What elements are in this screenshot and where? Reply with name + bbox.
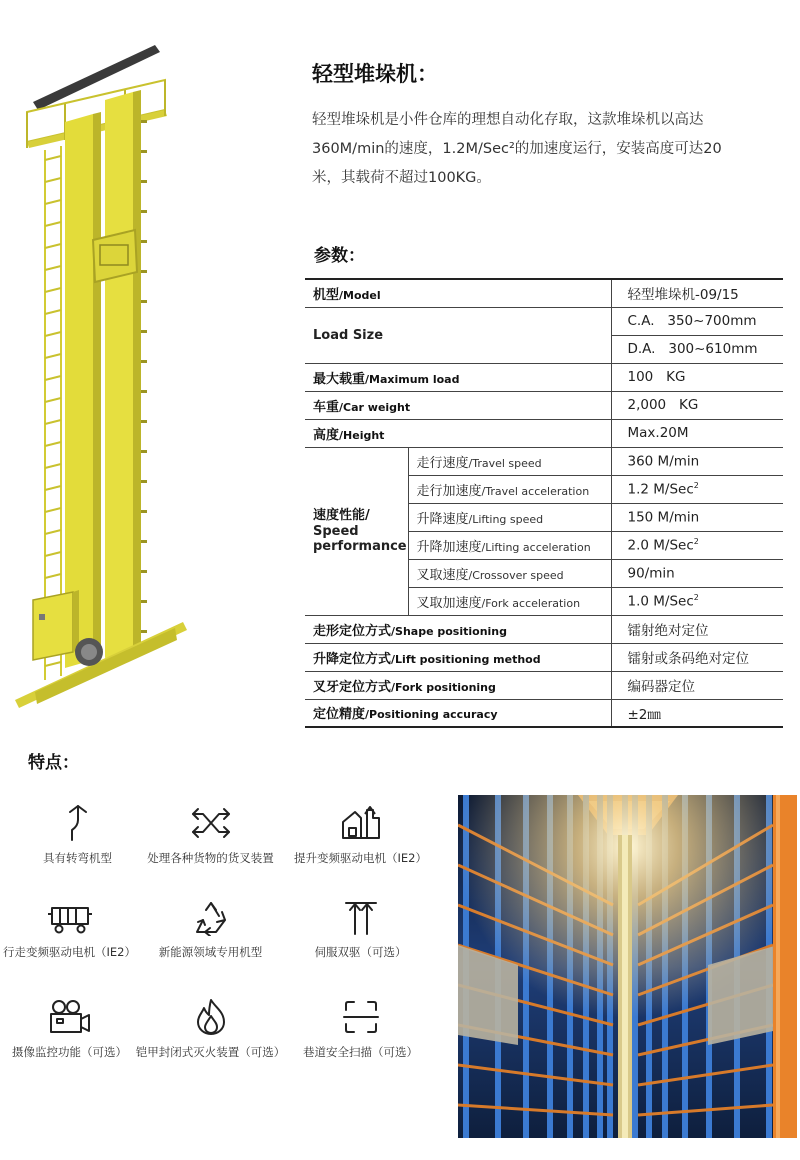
spec-label: 升降定位方式/Lift positioning method bbox=[305, 643, 611, 671]
table-row bbox=[305, 279, 783, 307]
spec-label: 叉牙定位方式/Fork positioning bbox=[305, 671, 611, 699]
feature-item bbox=[283, 900, 438, 960]
spec-label: 定位精度/Positioning accuracy bbox=[305, 699, 611, 727]
spec-value: Max.20M bbox=[611, 419, 783, 447]
intro-line: 轻型堆垛机是小件仓库的理想自动化存取，这款堆垛机以高达 bbox=[312, 112, 704, 128]
stacker-crane-image bbox=[5, 40, 295, 720]
flame-icon bbox=[192, 998, 230, 1036]
feature-label: 铠甲封闭式灭火装置（可选） bbox=[135, 1045, 286, 1059]
table-row bbox=[305, 419, 783, 447]
spec-sublabel: 走行加速度/Travel acceleration bbox=[408, 475, 611, 503]
spec-label: Load Size bbox=[305, 307, 611, 363]
params-title: 参数： bbox=[314, 246, 365, 266]
spec-value: 1.0 M/Sec$^2$ bbox=[611, 587, 783, 615]
table-row bbox=[305, 391, 783, 419]
feature-label: 提升变频驱动电机（IE2） bbox=[294, 851, 427, 865]
spec-value: 100 KG bbox=[611, 363, 783, 391]
spec-sublabel: 叉取速度/Crossover speed bbox=[408, 559, 611, 587]
warehouse-aisle-photo bbox=[458, 795, 797, 1138]
spec-value: C.A. 350~700mm bbox=[611, 307, 783, 335]
feature-label: 处理各种货物的货叉装置 bbox=[147, 851, 274, 865]
spec-label: 机型/Model bbox=[305, 279, 611, 307]
table-row bbox=[305, 643, 783, 671]
spec-sublabel: 走行速度/Travel speed bbox=[408, 447, 611, 475]
feature-label: 行走变频驱动电机（IE2） bbox=[3, 945, 136, 959]
spec-value: D.A. 300~610mm bbox=[611, 335, 783, 363]
spec-value: ±2㎜ bbox=[611, 699, 783, 727]
feature-item bbox=[0, 998, 147, 1060]
travel-cart-icon bbox=[46, 900, 94, 936]
feature-item bbox=[0, 804, 155, 866]
feature-label: 伺服双驱（可选） bbox=[314, 945, 407, 959]
table-row bbox=[305, 671, 783, 699]
spec-value: 2.0 M/Sec$^2$ bbox=[611, 531, 783, 559]
scan-icon bbox=[342, 998, 380, 1036]
feature-label: 巷道安全扫描（可选） bbox=[303, 1045, 418, 1059]
spec-sublabel: 升降速度/Lifting speed bbox=[408, 503, 611, 531]
lift-motor-icon bbox=[339, 804, 383, 842]
table-row bbox=[305, 363, 783, 391]
spec-value: 2,000 KG bbox=[611, 391, 783, 419]
spec-label: 走形定位方式/Shape positioning bbox=[305, 615, 611, 643]
spec-label: 高度/Height bbox=[305, 419, 611, 447]
feature-label: 摄像监控功能（可选） bbox=[12, 1045, 127, 1059]
turn-arrow-icon bbox=[61, 804, 95, 842]
feature-item bbox=[133, 998, 288, 1060]
page-title: 轻型堆垛机： bbox=[312, 62, 438, 86]
spec-sublabel: 叉取加速度/Fork acceleration bbox=[408, 587, 611, 615]
feature-label: 新能源领域专用机型 bbox=[158, 945, 263, 959]
table-row bbox=[305, 699, 783, 727]
feature-item bbox=[133, 804, 288, 866]
spec-label: 最大载重/Maximum load bbox=[305, 363, 611, 391]
spec-value: 镭射或条码绝对定位 bbox=[611, 643, 783, 671]
camera-icon bbox=[47, 998, 93, 1036]
spec-value: 90/min bbox=[611, 559, 783, 587]
features-title: 特点： bbox=[28, 753, 79, 773]
feature-item bbox=[133, 900, 288, 960]
table-row bbox=[305, 447, 783, 475]
spec-value: 150 M/min bbox=[611, 503, 783, 531]
spec-value: 360 M/min bbox=[611, 447, 783, 475]
dual-drive-icon bbox=[342, 900, 380, 936]
feature-item bbox=[0, 900, 147, 960]
table-row bbox=[305, 307, 783, 335]
spec-value: 轻型堆垛机-09/15 bbox=[611, 279, 783, 307]
spec-sublabel: 升降加速度/Lifting acceleration bbox=[408, 531, 611, 559]
feature-item bbox=[283, 804, 438, 866]
feature-label: 具有转弯机型 bbox=[43, 851, 112, 865]
intro-paragraph bbox=[312, 106, 782, 193]
spec-value: 镭射绝对定位 bbox=[611, 615, 783, 643]
intro-line: 360M/min的速度，1.2M/Sec²的加速度运行，安装高度可达20 bbox=[312, 141, 722, 157]
feature-item bbox=[283, 998, 438, 1060]
intro-line: 米，其载荷不超过100KG。 bbox=[312, 170, 491, 186]
shuffle-icon bbox=[189, 804, 233, 842]
spec-table bbox=[305, 278, 783, 728]
spec-label-speed: 速度性能/ Speed performance bbox=[305, 447, 408, 615]
recycle-icon bbox=[192, 900, 230, 936]
table-row bbox=[305, 615, 783, 643]
spec-label: 车重/Car weight bbox=[305, 391, 611, 419]
spec-value: 1.2 M/Sec$^2$ bbox=[611, 475, 783, 503]
spec-value: 编码器定位 bbox=[611, 671, 783, 699]
